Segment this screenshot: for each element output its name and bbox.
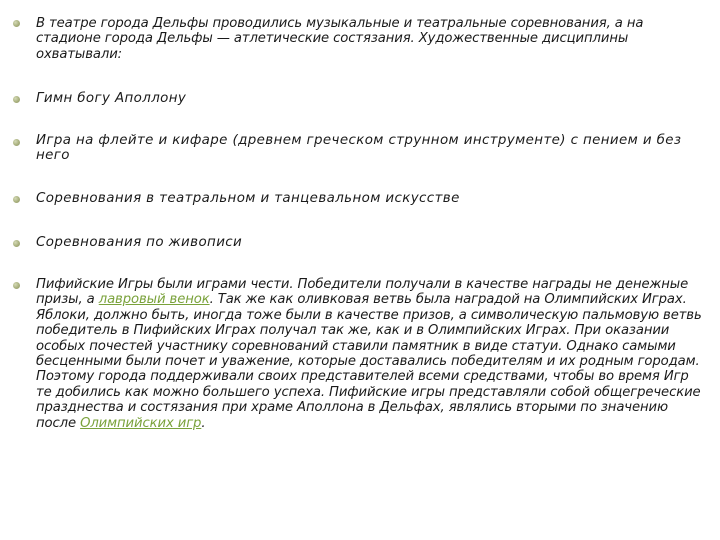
bullet-item-theatre-dance: [36, 191, 704, 206]
bullet-text-part: . Так же как оливковая ветвь была наградой на Олимпийских Играх. Яблоки, должно быть, иногда тоже были в качестве призов, а символическую пальмовую ветвь победитель в Пифийских Играх получал так же, как и в Олимпийских Играх. При оказании особых почестей участнику соревнований ставили памятник в виде статуи. Однако самыми бесценными были почет и уважение, которые доставались победителям и их родным городам. Поэтому города поддерживали своих представителей всеми средствами, чтобы во время Игр те добились как можно большего успеха. Пифийские игры представляли собой общегреческие празднества и состязания при храме Аполлона в Дельфах, являлись вторыми по значению после: [36, 292, 702, 431]
round-bullet-icon: [13, 196, 20, 203]
bullet-text-part: .: [201, 415, 206, 431]
bullet-item-hymn: [36, 91, 704, 106]
bullet-text: Гимн богу Аполлону: [36, 91, 187, 106]
bullet-item-pythian-games: [36, 277, 704, 431]
bullet-text-part: Пифийские Игры были играми чести. Победители получали в качестве награды не денежные призы, а: [36, 277, 689, 308]
bullet-text: Соревнования по живописи: [36, 235, 243, 250]
bullet-text: Соревнования в театральном и танцевальном искусстве: [36, 191, 460, 206]
bullet-item-flute-kithara: [36, 133, 704, 164]
bullet-item-intro: [36, 16, 704, 62]
round-bullet-icon: [13, 282, 20, 289]
round-bullet-icon: [13, 96, 20, 103]
laurel-wreath-link[interactable]: лавровый венок: [98, 292, 210, 308]
olympic-games-link[interactable]: Олимпийских игр: [80, 415, 202, 431]
round-bullet-icon: [13, 240, 20, 247]
bullet-text: В театре города Дельфы проводились музыкальные и театральные соревнования, а на стадионе города Дельфы — атлетические состязания. Художественные дисциплины охватывали:: [36, 16, 644, 62]
round-bullet-icon: [13, 20, 20, 27]
bullet-item-painting: [36, 235, 704, 250]
round-bullet-icon: [13, 139, 20, 146]
bullet-text: Игра на флейте и кифаре (древнем греческом струнном инструменте) с пением и без него: [36, 133, 682, 164]
